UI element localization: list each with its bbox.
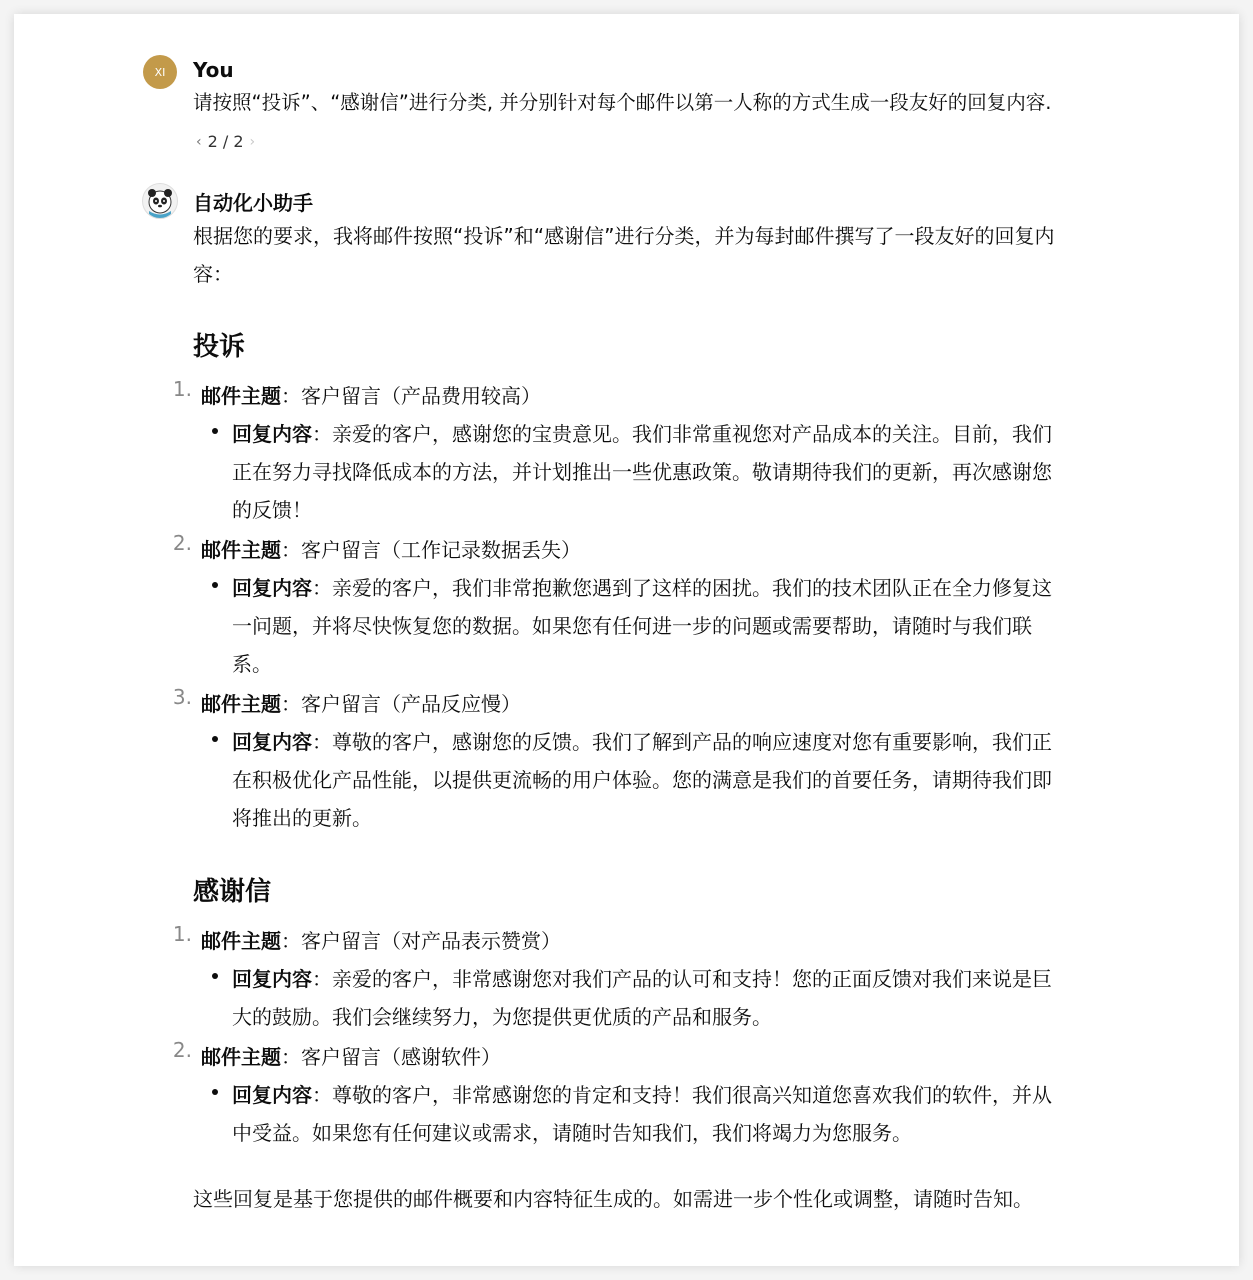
email-subject: 邮件主题：客户留言（产品费用较高） [201, 384, 541, 408]
reply-content-line: 将推出的更新。 [232, 806, 372, 830]
bullet [212, 582, 218, 588]
reply-content: 回复内容：尊敬的客户，非常感谢您的肯定和支持！我们很高兴知道您喜欢我们的软件，并从 [232, 1083, 1052, 1107]
reply-content-line: 正在努力寻找降低成本的方法，并计划推出一些优惠政策。敬请期待我们的更新，再次感谢您 [232, 460, 1052, 484]
reply-content-line: 大的鼓励。我们会继续努力，为您提供更优质的产品和服务。 [232, 1005, 772, 1029]
assistant-intro-line-2: 容： [193, 262, 233, 286]
list-number: 1. [172, 922, 192, 946]
reply-content: 回复内容：亲爱的客户，我们非常抱歉您遇到了这样的困扰。我们的技术团队正在全力修复这 [232, 576, 1052, 600]
assistant-name: 自动化小助手 [193, 191, 313, 215]
reply-content: 回复内容：尊敬的客户，感谢您的反馈。我们了解到产品的响应速度对您有重要影响，我们正 [232, 730, 1052, 754]
list-number: 2. [172, 531, 192, 555]
reply-content: 回复内容：亲爱的客户，感谢您的宝贵意见。我们非常重视您对产品成本的关注。目前，我们 [232, 422, 1052, 446]
list-number: 3. [172, 685, 192, 709]
chat-window [14, 14, 1239, 1266]
email-subject: 邮件主题：客户留言（感谢软件） [201, 1045, 501, 1069]
email-subject: 邮件主题：客户留言（对产品表示赞赏） [201, 929, 561, 953]
section-heading-thank-you: 感谢信 [193, 877, 272, 907]
list-number: 2. [172, 1038, 192, 1062]
section-heading-complaints: 投诉 [193, 332, 246, 362]
user-avatar: XI [143, 55, 177, 89]
assistant-intro-line-1: 根据您的要求，我将邮件按照“投诉”和“感谢信”进行分类，并为每封邮件撰写了一段友好的回复内 [193, 224, 1055, 248]
reply-content: 回复内容：亲爱的客户，非常感谢您对我们产品的认可和支持！您的正面反馈对我们来说是巨 [232, 967, 1052, 991]
reply-content-line: 中受益。如果您有任何建议或需求，请随时告知我们，我们将竭力为您服务。 [232, 1121, 912, 1145]
email-subject: 邮件主题：客户留言（工作记录数据丢失） [201, 538, 581, 562]
version-indicator: 2 / 2 [207, 132, 244, 151]
reply-content-line: 系。 [232, 652, 272, 676]
bullet [212, 736, 218, 742]
bullet [212, 973, 218, 979]
panda-icon [143, 184, 177, 218]
bullet [212, 428, 218, 434]
reply-content-line: 在积极优化产品性能，以提供更流畅的用户体验。您的满意是我们的首要任务，请期待我们即 [232, 768, 1052, 792]
closing-text: 这些回复是基于您提供的邮件概要和内容特征生成的。如需进一步个性化或调整，请随时告知。 [193, 1187, 1033, 1211]
assistant-avatar [142, 183, 178, 219]
reply-content-line: 的反馈！ [232, 498, 312, 522]
bullet [212, 1089, 218, 1095]
next-version-icon[interactable]: › [249, 133, 256, 150]
user-name: You [193, 58, 234, 82]
list-number: 1. [172, 377, 192, 401]
email-subject: 邮件主题：客户留言（产品反应慢） [201, 692, 521, 716]
response-pager [196, 132, 255, 151]
reply-content-line: 一问题，并将尽快恢复您的数据。如果您有任何进一步的问题或需要帮助，请随时与我们联 [232, 614, 1032, 638]
user-message: 请按照“投诉”、“感谢信”进行分类, 并分别针对每个邮件以第一人称的方式生成一段友好的回复内容. [193, 91, 1052, 114]
previous-version-icon[interactable]: ‹ [196, 133, 202, 150]
